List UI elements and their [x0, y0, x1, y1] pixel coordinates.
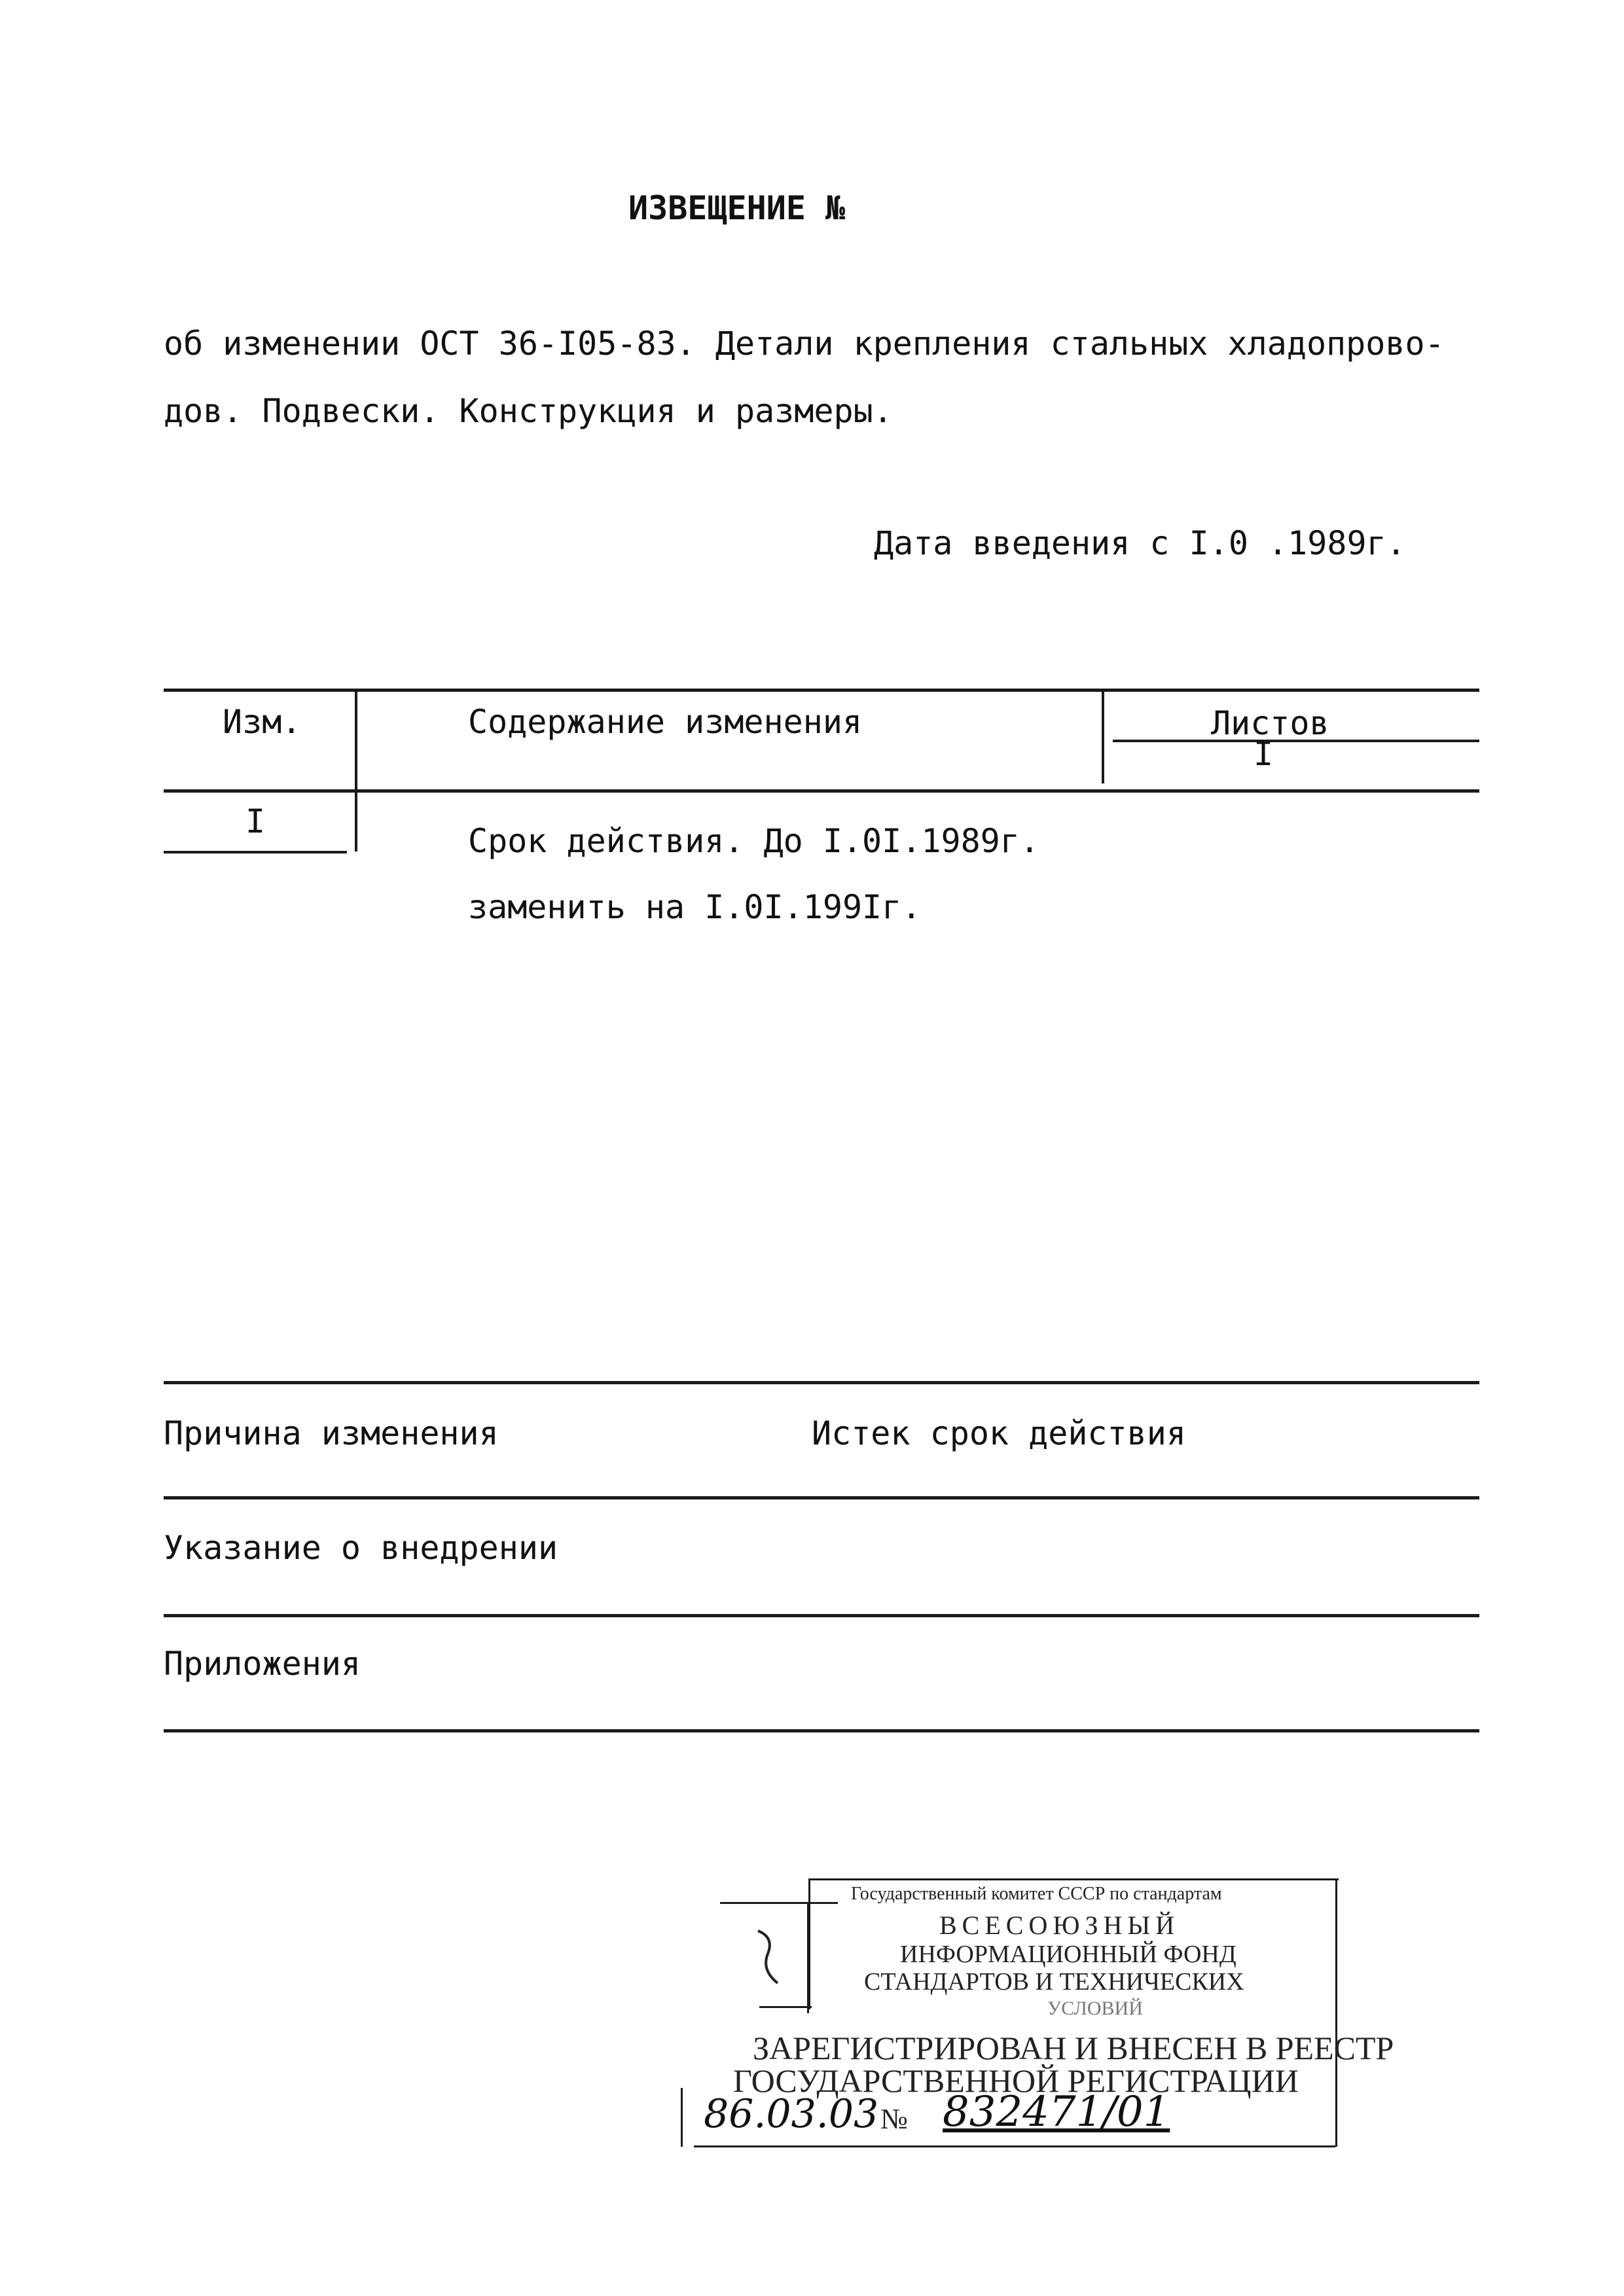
stamp-line-3: ИНФОРМАЦИОННЫЙ ФОНД: [900, 1941, 1236, 1968]
implementation-label: Указание о внедрении: [164, 1529, 558, 1567]
stamp-line-4: СТАНДАРТОВ И ТЕХНИЧЕСКИХ: [864, 1968, 1244, 1996]
reason-value: Истек срок действия: [812, 1414, 1186, 1452]
effective-date: Дата введения с I.0 .1989г.: [874, 524, 1406, 562]
reason-label: Причина изменения: [164, 1414, 499, 1452]
subject-line-2: дов. Подвески. Конструкция и размеры.: [164, 392, 893, 430]
stamp-frame-line: [807, 1902, 809, 2013]
row-change-no: I: [245, 802, 266, 840]
header-sheet-count: I: [1254, 735, 1274, 773]
stamp-line-5: УСЛОВИЙ: [1047, 1998, 1143, 2019]
header-sheets: Листов: [1211, 704, 1329, 742]
stamp-frame-line: [720, 1902, 838, 1904]
column-separator: [355, 692, 357, 790]
attachments-label: Приложения: [164, 1645, 361, 1683]
row-number-underline: [164, 851, 347, 853]
footer-rule: [164, 1496, 1479, 1499]
footer-rule: [164, 1381, 1479, 1384]
footer-rule: [164, 1729, 1479, 1732]
row-content-line-2: заменить на I.0I.199Iг.: [468, 888, 922, 926]
row-content-line-1: Срок действия. До I.0I.1989г.: [468, 822, 1039, 860]
stamp-frame-line: [808, 1878, 1339, 1880]
header-change-no: Изм.: [223, 703, 302, 741]
stamp-line-1: Государственный комитет СССР по стандартам: [851, 1884, 1222, 1904]
column-separator: [1102, 692, 1104, 783]
registration-number: 832471/01: [943, 2088, 1170, 2136]
registration-date: 86.03.03: [704, 2091, 879, 2137]
stamp-line-2: ВСЕСОЮЗНЫЙ: [939, 1910, 1180, 1940]
header-content: Содержание изменения: [468, 703, 863, 741]
table-top-rule: [164, 689, 1479, 692]
stamp-mark-icon: [751, 1924, 791, 1990]
subject-line-1: об изменении ОСТ 36-I05-83. Детали крепления стальных хладопрово-: [164, 325, 1445, 363]
notice-title: ИЗВЕЩЕНИЕ №: [628, 189, 846, 227]
column-separator: [355, 793, 357, 852]
registration-stamp: [681, 1872, 1394, 2153]
table-header-rule: [164, 789, 1479, 793]
stamp-frame-line: [1335, 1878, 1337, 2147]
stamp-frame-line: [681, 2088, 683, 2147]
footer-rule: [164, 1614, 1479, 1617]
stamp-number-sign: №: [880, 2103, 908, 2135]
stamp-frame-line: [759, 2006, 812, 2008]
stamp-frame-line: [694, 2145, 1335, 2147]
stamp-line-7: ГОСУДАРСТВЕННОЙ РЕГИСТРАЦИИ: [733, 2062, 1299, 2099]
stamp-line-6: ЗАРЕГИСТРИРОВАН И ВНЕСЕН В РЕЕСТР: [753, 2030, 1394, 2066]
